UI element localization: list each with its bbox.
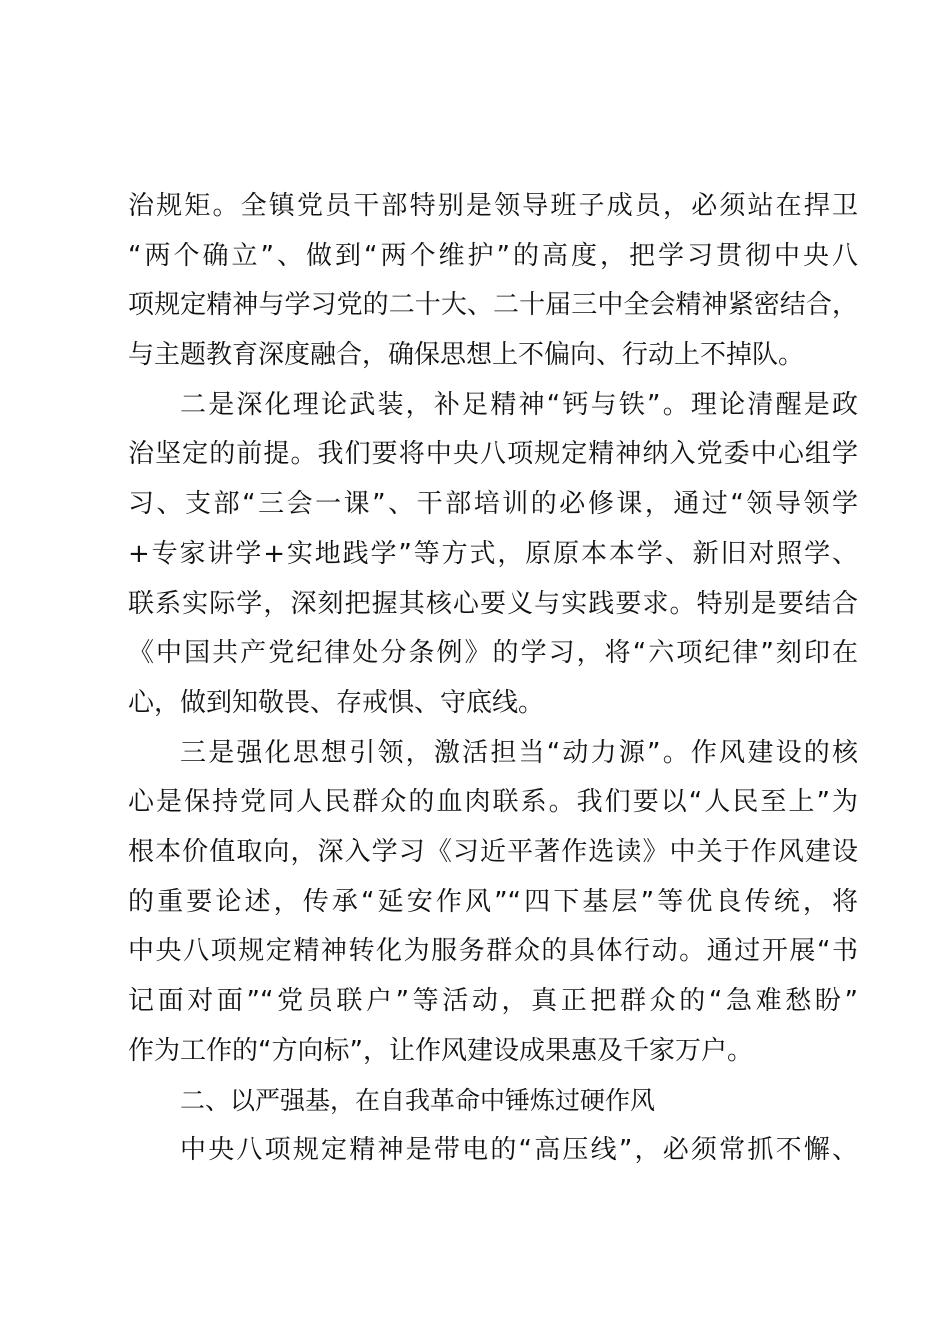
text-line: 心是保持党同人民群众的血肉联系。我们要以“人民至上”为	[128, 787, 858, 818]
text-line: 《中国共产党纪律处分条例》的学习，将“六项纪律”刻印在	[128, 638, 858, 669]
text-line: 中央八项规定精神是带电的“高压线”，必须常抓不懈、	[180, 1135, 858, 1166]
text-line: 中央八项规定精神转化为服务群众的具体行动。通过开展“书	[128, 936, 858, 967]
section-heading: 二、以严强基，在自我革命中锤炼过硬作风	[180, 1086, 656, 1116]
text-line: 与主题教育深度融合，确保思想上不偏向、行动上不掉队。	[128, 340, 805, 371]
text-line: 心，做到知敬畏、存戒惧、守底线。	[128, 687, 545, 718]
text-line: 三是强化思想引领，激活担当“动力源”。作风建设的核	[180, 737, 858, 768]
text-line: 根本价值取向，深入学习《习近平著作选读》中关于作风建设	[128, 836, 858, 867]
text-line: “两个确立”、做到“两个维护”的高度，把学习贯彻中央八	[128, 240, 858, 271]
text-line: 联系实际学，深刻把握其核心要义与实践要求。特别是要结合	[128, 588, 858, 619]
text-line: 治坚定的前提。我们要将中央八项规定精神纳入党委中心组学	[128, 439, 858, 470]
text-line: 治规矩。全镇党员干部特别是领导班子成员，必须站在捍卫	[128, 191, 858, 221]
text-line: 习、支部“三会一课”、干部培训的必修课，通过“领导领学	[128, 489, 858, 520]
text-line: 项规定精神与学习党的二十大、二十届三中全会精神紧密结合，	[128, 290, 858, 321]
text-line: 二是深化理论武装，补足精神“钙与铁”。理论清醒是政	[180, 389, 858, 420]
body-text	[128, 182, 858, 1176]
text-line: 的重要论述，传承“延安作风”“四下基层”等优良传统，将	[128, 886, 858, 917]
text-line: +专家讲学+实地践学”等方式，原原本本学、新旧对照学、	[128, 538, 858, 569]
text-line: 作为工作的“方向标”，让作风建设成果惠及千家万户。	[128, 1035, 753, 1066]
text-line: 记面对面”“党员联户”等活动，真正把群众的“急难愁盼”	[128, 986, 858, 1016]
